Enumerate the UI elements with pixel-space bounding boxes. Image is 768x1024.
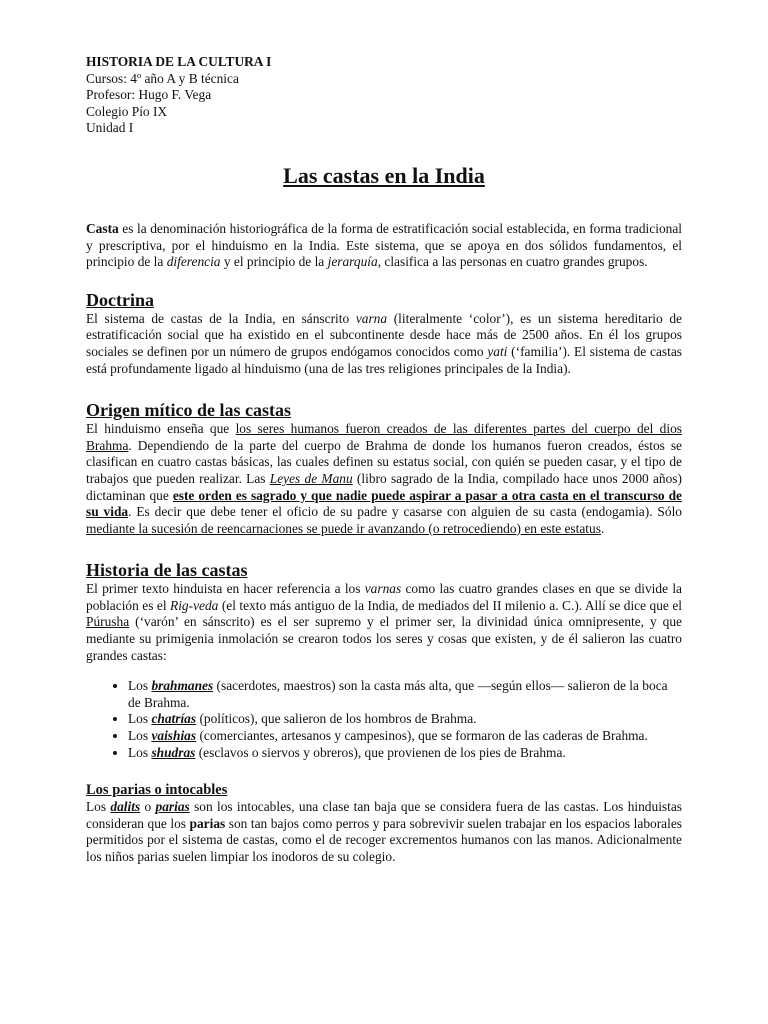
term-diferencia: diferencia [166,254,221,270]
course-title: HISTORIA DE LA CULTURA I [86,54,272,69]
historia-text: (‘varón’ en sánscrito) es el ser supremo y el primer ser, la divinidad única omnipresente, y que mediante su primigenia inmolación se crearon todos los seres y cosas que existen, y de él salieron las cuatro grandes castas: [86,614,682,663]
list-item-text: (sacerdotes, maestros) son la casta más alta, que —según ellos— salieron de la boca de Brahma. [128,678,668,710]
term-purusha: Púrusha [86,614,130,630]
intro-text: es la denominación historiográfica de la forma de estratificación social establecida, en forma tradicional y prescriptiva, por el hinduismo en la India. Este sistema, que se apoya en dos sólidos fundamentos, el principio de la [86,220,682,270]
caste-name: brahmanes [151,678,214,694]
origen-text: . Es decir que debe tener el oficio de su padre y casarse con alguien de su casta (endogamia). Sólo [128,504,682,520]
term-parias-italic: parias [155,799,190,815]
unit-label: Unidad I [86,120,134,136]
parias-text: Los [86,799,111,815]
term-casta: Casta [86,220,119,236]
origen-text: . [600,520,605,536]
intro-text: y el principio de la [220,254,328,270]
parias-paragraph [86,799,682,865]
historia-text: (el texto más antiguo de la India, de mediados del II milenio a. C.). Allí se dice que el [218,597,682,613]
list-item-text: Los [128,744,152,760]
list-item [128,745,682,762]
school-name: Colegio Pío IX [86,103,168,119]
section-parias [86,781,682,865]
term-yati: yati [487,343,508,359]
term-parias-bold: parias [189,815,226,831]
parias-text: son tan bajos como perros y para sobrevivir suelen trabajar en los espacios laborales permitidos por el sistema de castas, como el de recoger excrementos humanos con las manos. Adicionalmente los niños parias suelen limpiar los inodoros de su colegio. [86,815,682,864]
origen-text: . Dependiendo de la parte del cuerpo de Brahma de donde los humanos fueron creados, éstos se clasifican en cuatro castas básicas, las cuales definen su estatus social, con quién se pueden casar, y el tipo de trabajos que pueden realizar. Las [86,437,682,486]
section-historia [86,559,682,761]
section-heading-parias: Los parias o intocables [86,782,228,799]
castes-list [86,678,682,761]
intro-text: , clasifica a las personas en cuatro grandes grupos. [377,254,648,270]
underlined-phrase: mediante la sucesión de reencarnaciones se puede ir avanzando (o retrocediendo) en este estatus [86,520,601,536]
course-groups: Cursos: 4º año A y B técnica [86,70,239,86]
list-item [128,678,682,711]
term-leyes-de-manu: Leyes de Manu [269,470,353,486]
doctrina-text: (literalmente ‘color’), es un sistema hereditario de estratificación social que ha existido en el subcontinente desde hace más de 2500 años. En él los grupos sociales se definen por un número de grupos endógamos conocidos como [86,310,682,359]
caste-name: vaishias [151,728,197,744]
origen-text: (libro sagrado de la India, compilado hace unos 2000 años) dictaminan que [86,470,682,503]
intro-paragraph [86,221,682,271]
term-rig-veda: Rig-veda [170,597,219,613]
section-doctrina [86,289,682,377]
list-item-text: (políticos), que salieron de los hombros de Brahma. [196,711,477,727]
term-varnas: varnas [364,581,402,597]
list-item-text: Los [128,678,152,694]
term-jerarquia: jerarquía [327,254,378,270]
caste-name: shudras [151,744,196,760]
list-item-text: Los [128,728,152,744]
list-item [128,728,682,745]
teacher-name: Profesor: Hugo F. Vega [86,87,212,103]
list-item [128,711,682,728]
caste-name: chatrías [151,711,197,727]
term-dalits: dalits [110,799,141,815]
list-item-text: (esclavos o siervos y obreros), que provienen de los pies de Brahma. [195,744,566,760]
section-origen [86,399,682,537]
historia-paragraph [86,581,682,664]
doctrina-text: El sistema de castas de la India, en sánscrito [86,310,356,326]
origen-paragraph [86,421,682,537]
doctrina-text: (‘familia’). El sistema de castas está profundamente ligado al hinduismo (una de las tres religiones principales de la India). [86,343,682,376]
historia-text: El primer texto hinduista en hacer referencia a los [86,581,365,597]
section-heading-historia: Historia de las castas [86,560,248,581]
page-title: Las castas en la India [283,162,485,188]
list-item-text: Los [128,711,152,727]
bold-underlined-phrase: este orden es sagrado y que nadie puede aspirar a pasar a otra casta en el transcurso de su vida [86,487,682,520]
origen-text: El hinduismo enseña que [86,421,236,437]
term-varna: varna [355,310,388,326]
historia-text: como las cuatro grandes clases en que se divide la población es el [86,581,682,613]
underlined-phrase: los seres humanos fueron creados de las diferentes partes del cuerpo del dios Brahma [86,421,682,453]
list-item-text: (comerciantes, artesanos y campesinos), que se formaron de las caderas de Brahma. [196,728,648,744]
parias-text: o [140,799,156,815]
parias-text: son los intocables, una clase tan baja que se considera fuera de las castas. Los hinduistas consideran que los [86,799,682,831]
doctrina-paragraph [86,311,682,377]
document-header [86,54,682,137]
section-heading-doctrina: Doctrina [86,289,154,310]
section-heading-origen: Origen mítico de las castas [86,400,291,421]
